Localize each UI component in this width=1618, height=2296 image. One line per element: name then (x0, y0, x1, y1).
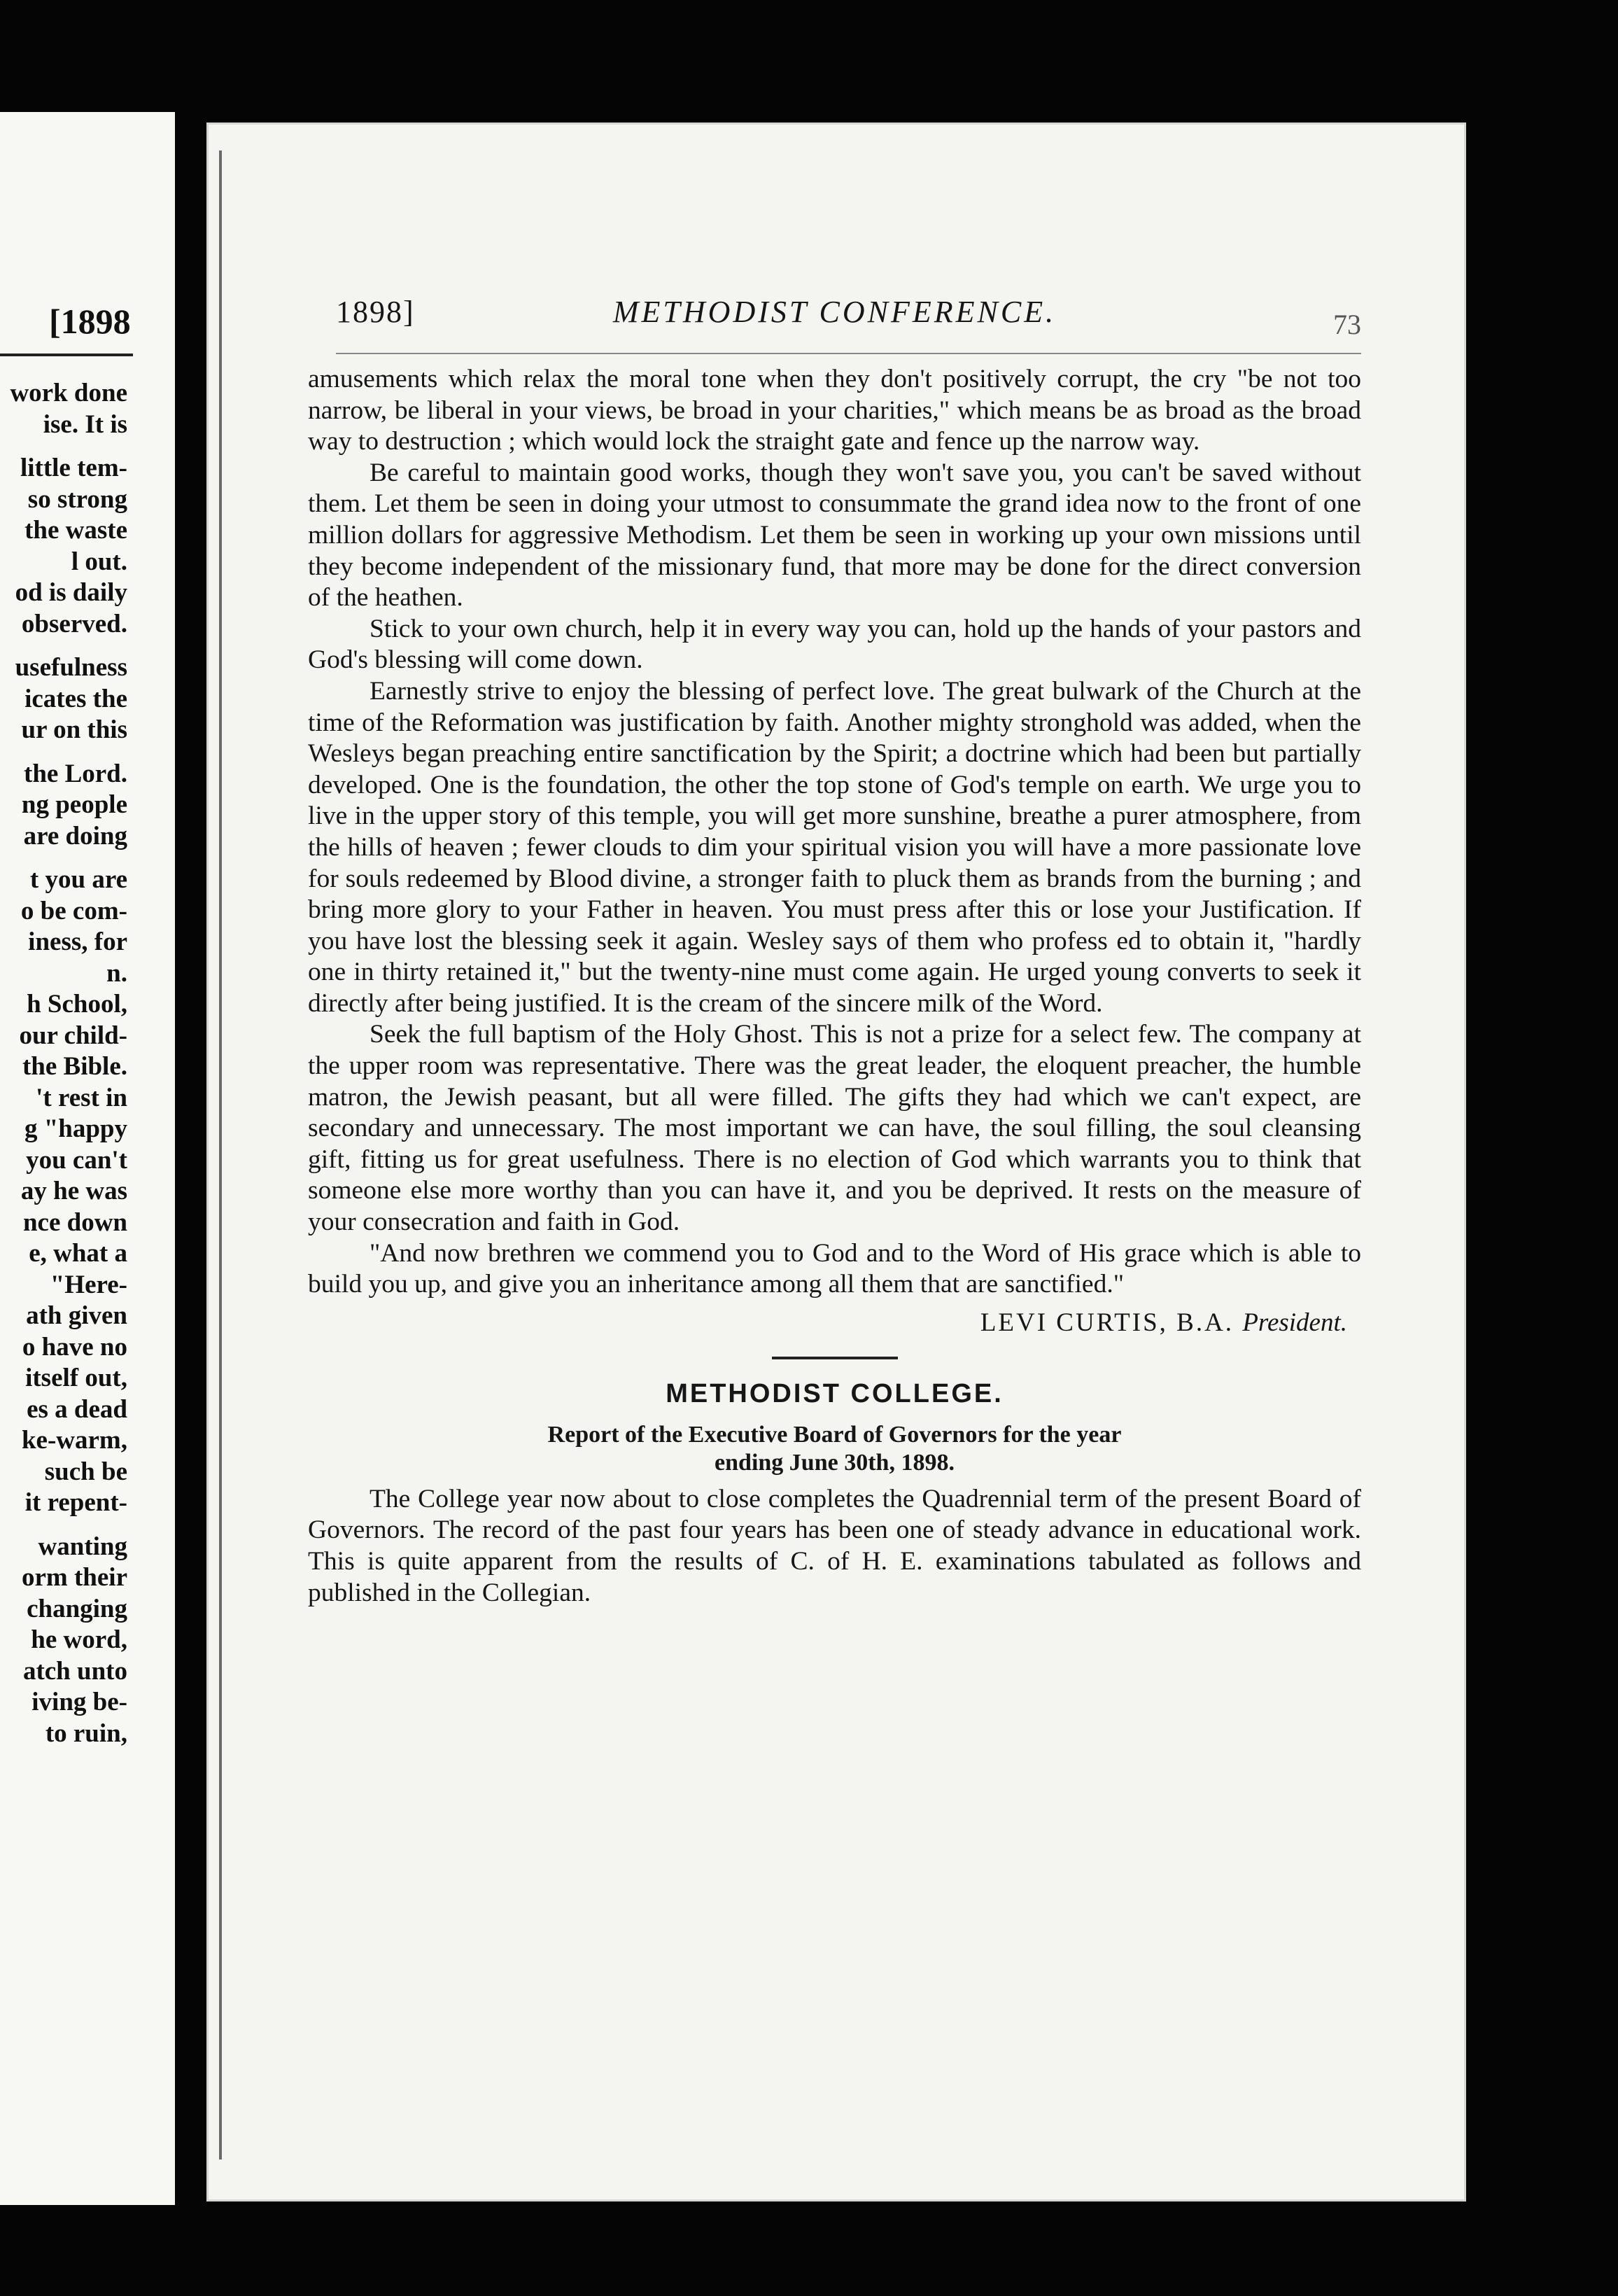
left-page-line: the Lord. (24, 759, 127, 788)
left-page-gap (0, 852, 127, 864)
left-page-line: ur on this (21, 715, 127, 744)
left-page-line: the Bible. (22, 1052, 127, 1081)
left-page-line: observed. (21, 609, 127, 638)
signature-name: LEVI CURTIS, B.A. (980, 1308, 1234, 1337)
left-page-line: h School, (27, 990, 127, 1018)
left-facing-page (0, 112, 175, 2205)
body-paragraph: Earnestly strive to enjoy the blessing of perfect love. The great bulwark of the Church at the time of the Reformation was justification by faith. Another mighty stronghold was added, when the Wesleys began preaching entire sanctification by the Spirit; a doctrine which had been but partially developed. One is the foundation, the other the top stone of God's temple on earth. We urge you to live in the upper story of this temple, you will get more sunshine, breathe a purer atmosphere, from the hills of heaven ; fewer clouds to dim your spiritual vision you will have a more passionate love for souls redeemed by Blood divine, a stronger faith to pluck them as brands from the burning ; and bring more glory to your Father in heaven. You must press after this or lose your Justification. If you have lost the blessing seek it again. Wesley says of them who profess ed to obtain it, "hardly one in thirty retained it," but the twenty-nine must come again. He urged young converts to seek it directly after being justified. It is the cream of the sincere milk of the Word. (308, 676, 1361, 1018)
signature-title: President. (1242, 1308, 1347, 1337)
running-head-year: 1898] (336, 295, 415, 329)
body-paragraph: "And now brethren we commend you to God and to the Word of His grace which is able to build you up, and give you an inheritance among all them that are sanctified." (308, 1238, 1361, 1299)
left-page-line: es a dead (27, 1394, 127, 1424)
section-paragraph: The College year now about to close completes the Quadrennial term of the present Board of Governors. The record of the past four years has been one of steady advance in educational work. This is quite apparent from the results of C. of H. E. examinations tabulated as follows and published in the Collegian. (308, 1484, 1361, 1607)
left-page-line: you can't (26, 1145, 127, 1175)
left-page-line: little tem- (20, 454, 127, 482)
left-page-line: n. (106, 958, 127, 988)
left-page-line: are doing (23, 821, 127, 850)
body-paragraph: Stick to your own church, help it in every way you can, hold up the hands of your pastors and God's blessing will come down. (308, 614, 1361, 675)
body-paragraph: Seek the full baptism of the Holy Ghost. This is not a prize for a select few. The company at the upper room was representative. There was the great leader, the eloquent preacher, the humble matron, the Jewish peasant, but all were filled. The gifts they had which we can't expect, are secondary and unnecessary. The most important we can have, the soul filling, the soul cleansing gift, fitting us for great usefulness. There is no election of God which warrants you to think that someone else more worthy than you can have it, and you be deprived. It rests on the measure of your consecration and faith in God. (308, 1020, 1361, 1237)
left-page-line: ay he was (20, 1177, 127, 1205)
running-head (308, 294, 1361, 350)
left-page-line: g "happy (24, 1114, 127, 1143)
running-head-title: METHODIST CONFERENCE. (612, 295, 1057, 329)
left-page-line: e, what a (29, 1239, 127, 1268)
section-subtitle-line: Report of the Executive Board of Governors for the year (547, 1421, 1122, 1448)
section-title: METHODIST COLLEGE. (666, 1378, 1004, 1408)
section-divider (772, 1357, 898, 1359)
left-page-line: work done (10, 379, 127, 407)
left-page-gap (0, 746, 127, 759)
left-page-line: l out. (71, 547, 127, 576)
left-page-line: our child- (19, 1021, 127, 1050)
left-page-line: to ruin, (45, 1718, 127, 1748)
left-page-line: changing (27, 1594, 127, 1623)
left-page-gap (0, 440, 127, 453)
page-gutter-line (219, 150, 222, 2160)
left-page-line: wanting (38, 1532, 127, 1561)
left-page-line: atch unto (22, 1656, 127, 1686)
left-page-line: 't rest in (36, 1083, 127, 1112)
left-page-line: the waste (24, 516, 127, 545)
signature (308, 1308, 1361, 1338)
running-head-rule (336, 353, 1361, 354)
right-page (206, 122, 1466, 2202)
left-page-gap (0, 640, 127, 652)
section-subtitle (308, 1421, 1361, 1477)
left-page-line: ke-warm, (21, 1426, 127, 1455)
left-page-line: iving be- (31, 1688, 127, 1716)
left-page-text (0, 378, 127, 1749)
left-page-line: o have no (22, 1332, 127, 1362)
left-header-rule (0, 354, 133, 356)
left-page-line: ise. It is (43, 410, 127, 439)
left-page-line: iness, for (28, 927, 127, 956)
left-page-line: od is daily (15, 578, 127, 607)
left-page-line: orm their (21, 1563, 127, 1592)
left-page-line: ath given (26, 1301, 127, 1330)
body-paragraph: amusements which relax the moral tone when they don't positively corrupt, the cry "be not too narrow, be liberal in your views, be broad in your charities," which means be as broad as the broad way to destruction ; which would lock the straight gate and fence up the narrow way. (308, 365, 1361, 456)
left-page-line: "Here- (50, 1270, 127, 1299)
left-page-line: he word, (31, 1625, 127, 1654)
left-page-line: it repent- (24, 1488, 127, 1517)
left-page-gap (0, 1519, 127, 1532)
left-page-line: ng people (21, 790, 127, 819)
left-page-line: t you are (29, 865, 127, 894)
left-page-line: such be (44, 1457, 127, 1486)
page-number: 73 (1333, 309, 1361, 340)
left-page-line: icates the (24, 684, 127, 713)
left-page-line: itself out, (25, 1364, 127, 1392)
body-paragraph: Be careful to maintain good works, though they won't save you, you can't be saved without them. Let them be seen in doing your utmost to consummate the grand idea now to the front of one million dollars for aggressive Methodism. Let them be seen in working up your own missions until they become independent of the missionary fund, that more may be done for the direct conversion of the heathen. (308, 458, 1361, 612)
left-page-line: o be com- (20, 896, 127, 925)
section-subtitle-line: ending June 30th, 1898. (715, 1449, 955, 1476)
page-content (308, 294, 1361, 1609)
left-page-line: nce down (22, 1208, 127, 1237)
left-page-line: so strong (27, 484, 127, 514)
left-page-header: [1898 (49, 302, 131, 341)
left-page-line: usefulness (15, 653, 127, 682)
